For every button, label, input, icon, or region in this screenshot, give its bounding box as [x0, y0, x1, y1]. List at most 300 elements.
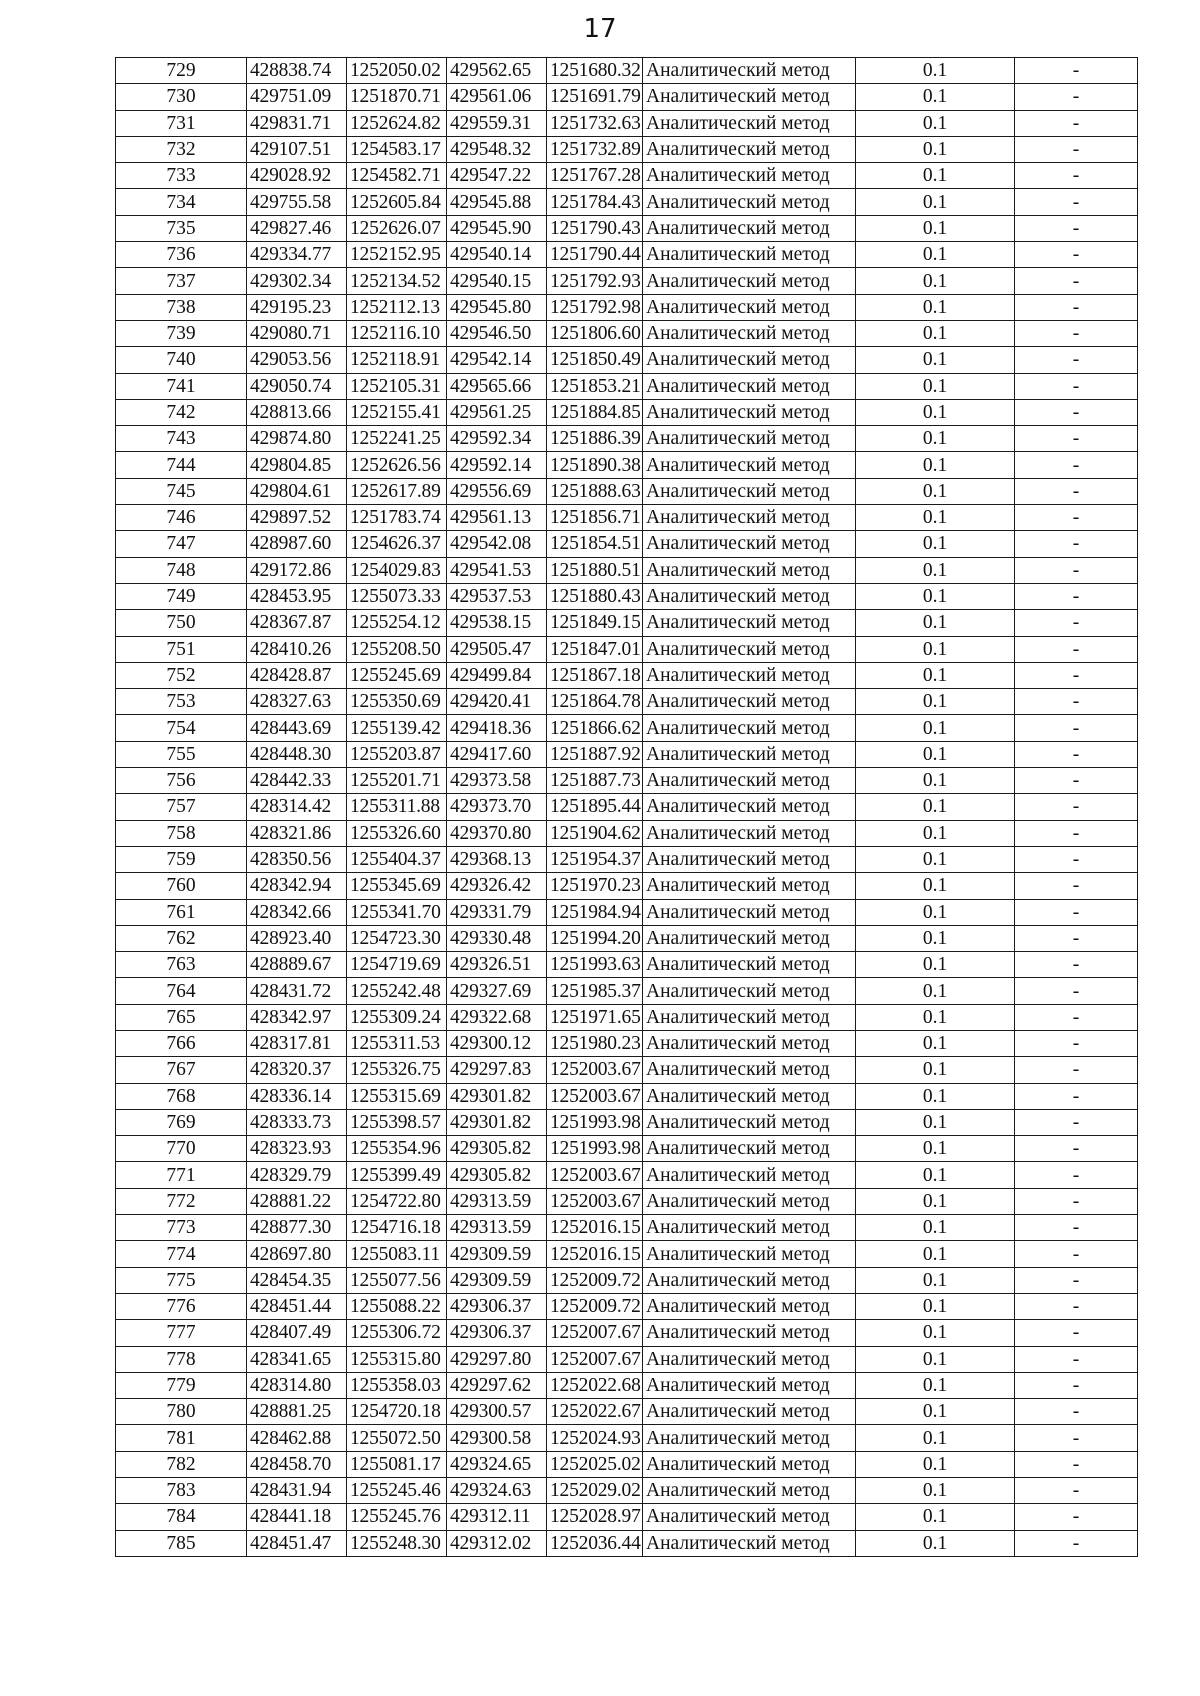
point-number-cell: 770: [116, 1136, 247, 1162]
y2-coordinate-cell: 1251849.15: [547, 610, 643, 636]
x2-coordinate-cell: 429537.53: [447, 583, 547, 609]
table-row: [116, 583, 1138, 609]
table-row: [116, 978, 1138, 1004]
x1-coordinate-cell: 429050.74: [247, 373, 347, 399]
point-number-cell: 738: [116, 294, 247, 320]
x1-coordinate-cell: 428889.67: [247, 952, 347, 978]
point-number-cell: 761: [116, 899, 247, 925]
x1-coordinate-cell: 428428.87: [247, 662, 347, 688]
x2-coordinate-cell: 429499.84: [447, 662, 547, 688]
x1-coordinate-cell: 428454.35: [247, 1267, 347, 1293]
table-row: [116, 110, 1138, 136]
y2-coordinate-cell: 1252016.15: [547, 1215, 643, 1241]
y1-coordinate-cell: 1255326.60: [347, 820, 447, 846]
x2-coordinate-cell: 429301.82: [447, 1083, 547, 1109]
y1-coordinate-cell: 1255311.53: [347, 1030, 447, 1056]
y1-coordinate-cell: 1254723.30: [347, 925, 447, 951]
point-number-cell: 729: [116, 58, 247, 84]
note-cell: -: [1015, 1057, 1138, 1083]
table-row: [116, 1504, 1138, 1530]
table-row: [116, 715, 1138, 741]
point-number-cell: 776: [116, 1293, 247, 1319]
method-cell: Аналитический метод: [643, 1267, 856, 1293]
accuracy-cell: 0.1: [856, 84, 1015, 110]
accuracy-cell: 0.1: [856, 1451, 1015, 1477]
y2-coordinate-cell: 1251993.63: [547, 952, 643, 978]
y1-coordinate-cell: 1255315.69: [347, 1083, 447, 1109]
x1-coordinate-cell: 428442.33: [247, 768, 347, 794]
note-cell: -: [1015, 163, 1138, 189]
table-row: [116, 531, 1138, 557]
x2-coordinate-cell: 429370.80: [447, 820, 547, 846]
y1-coordinate-cell: 1255306.72: [347, 1320, 447, 1346]
method-cell: Аналитический метод: [643, 1109, 856, 1135]
x1-coordinate-cell: 428448.30: [247, 741, 347, 767]
point-number-cell: 752: [116, 662, 247, 688]
accuracy-cell: 0.1: [856, 347, 1015, 373]
x2-coordinate-cell: 429313.59: [447, 1188, 547, 1214]
y2-coordinate-cell: 1252003.67: [547, 1057, 643, 1083]
accuracy-cell: 0.1: [856, 58, 1015, 84]
y1-coordinate-cell: 1252134.52: [347, 268, 447, 294]
accuracy-cell: 0.1: [856, 820, 1015, 846]
accuracy-cell: 0.1: [856, 1530, 1015, 1556]
point-number-cell: 773: [116, 1215, 247, 1241]
method-cell: Аналитический метод: [643, 215, 856, 241]
note-cell: -: [1015, 899, 1138, 925]
accuracy-cell: 0.1: [856, 1162, 1015, 1188]
method-cell: Аналитический метод: [643, 899, 856, 925]
point-number-cell: 748: [116, 557, 247, 583]
y2-coordinate-cell: 1251880.43: [547, 583, 643, 609]
x2-coordinate-cell: 429505.47: [447, 636, 547, 662]
y2-coordinate-cell: 1251994.20: [547, 925, 643, 951]
method-cell: Аналитический метод: [643, 505, 856, 531]
table-row: [116, 1267, 1138, 1293]
table-row: [116, 1030, 1138, 1056]
x2-coordinate-cell: 429556.69: [447, 478, 547, 504]
note-cell: -: [1015, 1004, 1138, 1030]
y1-coordinate-cell: 1252626.56: [347, 452, 447, 478]
y1-coordinate-cell: 1255326.75: [347, 1057, 447, 1083]
x1-coordinate-cell: 429302.34: [247, 268, 347, 294]
table-row: [116, 242, 1138, 268]
x1-coordinate-cell: 429080.71: [247, 320, 347, 346]
accuracy-cell: 0.1: [856, 478, 1015, 504]
table-row: [116, 1109, 1138, 1135]
accuracy-cell: 0.1: [856, 320, 1015, 346]
y1-coordinate-cell: 1255254.12: [347, 610, 447, 636]
accuracy-cell: 0.1: [856, 1030, 1015, 1056]
accuracy-cell: 0.1: [856, 1188, 1015, 1214]
method-cell: Аналитический метод: [643, 925, 856, 951]
x1-coordinate-cell: 428314.80: [247, 1372, 347, 1398]
accuracy-cell: 0.1: [856, 452, 1015, 478]
point-number-cell: 753: [116, 689, 247, 715]
point-number-cell: 734: [116, 189, 247, 215]
y2-coordinate-cell: 1251884.85: [547, 399, 643, 425]
x1-coordinate-cell: 429751.09: [247, 84, 347, 110]
method-cell: Аналитический метод: [643, 1530, 856, 1556]
point-number-cell: 736: [116, 242, 247, 268]
method-cell: Аналитический метод: [643, 610, 856, 636]
x2-coordinate-cell: 429312.02: [447, 1530, 547, 1556]
note-cell: -: [1015, 320, 1138, 346]
y2-coordinate-cell: 1251680.32: [547, 58, 643, 84]
note-cell: -: [1015, 1241, 1138, 1267]
x2-coordinate-cell: 429592.34: [447, 426, 547, 452]
y2-coordinate-cell: 1252007.67: [547, 1320, 643, 1346]
note-cell: -: [1015, 557, 1138, 583]
note-cell: -: [1015, 952, 1138, 978]
x1-coordinate-cell: 428329.79: [247, 1162, 347, 1188]
y2-coordinate-cell: 1251784.43: [547, 189, 643, 215]
method-cell: Аналитический метод: [643, 873, 856, 899]
y1-coordinate-cell: 1254626.37: [347, 531, 447, 557]
y2-coordinate-cell: 1252024.93: [547, 1425, 643, 1451]
point-number-cell: 743: [116, 426, 247, 452]
accuracy-cell: 0.1: [856, 1346, 1015, 1372]
method-cell: Аналитический метод: [643, 1451, 856, 1477]
method-cell: Аналитический метод: [643, 1162, 856, 1188]
y1-coordinate-cell: 1255201.71: [347, 768, 447, 794]
x2-coordinate-cell: 429297.83: [447, 1057, 547, 1083]
x2-coordinate-cell: 429541.53: [447, 557, 547, 583]
note-cell: -: [1015, 1530, 1138, 1556]
x1-coordinate-cell: 428327.63: [247, 689, 347, 715]
x1-coordinate-cell: 428838.74: [247, 58, 347, 84]
table-row: [116, 952, 1138, 978]
y1-coordinate-cell: 1255350.69: [347, 689, 447, 715]
note-cell: -: [1015, 794, 1138, 820]
table-row: [116, 1057, 1138, 1083]
table-row: [116, 294, 1138, 320]
y2-coordinate-cell: 1251867.18: [547, 662, 643, 688]
y1-coordinate-cell: 1252155.41: [347, 399, 447, 425]
table-row: [116, 478, 1138, 504]
x1-coordinate-cell: 428813.66: [247, 399, 347, 425]
note-cell: -: [1015, 58, 1138, 84]
table-row: [116, 215, 1138, 241]
table-row: [116, 820, 1138, 846]
point-number-cell: 772: [116, 1188, 247, 1214]
note-cell: -: [1015, 1136, 1138, 1162]
method-cell: Аналитический метод: [643, 1241, 856, 1267]
point-number-cell: 785: [116, 1530, 247, 1556]
accuracy-cell: 0.1: [856, 1293, 1015, 1319]
x2-coordinate-cell: 429545.90: [447, 215, 547, 241]
method-cell: Аналитический метод: [643, 242, 856, 268]
table-row: [116, 662, 1138, 688]
accuracy-cell: 0.1: [856, 1215, 1015, 1241]
point-number-cell: 766: [116, 1030, 247, 1056]
x1-coordinate-cell: 428342.66: [247, 899, 347, 925]
x1-coordinate-cell: 429028.92: [247, 163, 347, 189]
x1-coordinate-cell: 429874.80: [247, 426, 347, 452]
x2-coordinate-cell: 429305.82: [447, 1162, 547, 1188]
note-cell: -: [1015, 215, 1138, 241]
x1-coordinate-cell: 428314.42: [247, 794, 347, 820]
y1-coordinate-cell: 1255345.69: [347, 873, 447, 899]
y2-coordinate-cell: 1251887.73: [547, 768, 643, 794]
y1-coordinate-cell: 1252624.82: [347, 110, 447, 136]
point-number-cell: 764: [116, 978, 247, 1004]
method-cell: Аналитический метод: [643, 399, 856, 425]
x1-coordinate-cell: 428877.30: [247, 1215, 347, 1241]
coordinates-table: [115, 57, 1138, 1557]
x1-coordinate-cell: 428881.22: [247, 1188, 347, 1214]
x2-coordinate-cell: 429561.13: [447, 505, 547, 531]
note-cell: -: [1015, 478, 1138, 504]
y2-coordinate-cell: 1251985.37: [547, 978, 643, 1004]
method-cell: Аналитический метод: [643, 820, 856, 846]
method-cell: Аналитический метод: [643, 1293, 856, 1319]
method-cell: Аналитический метод: [643, 846, 856, 872]
note-cell: -: [1015, 1215, 1138, 1241]
method-cell: Аналитический метод: [643, 84, 856, 110]
y2-coordinate-cell: 1251864.78: [547, 689, 643, 715]
method-cell: Аналитический метод: [643, 320, 856, 346]
x2-coordinate-cell: 429368.13: [447, 846, 547, 872]
note-cell: -: [1015, 846, 1138, 872]
x1-coordinate-cell: 428367.87: [247, 610, 347, 636]
note-cell: -: [1015, 110, 1138, 136]
accuracy-cell: 0.1: [856, 531, 1015, 557]
x2-coordinate-cell: 429306.37: [447, 1320, 547, 1346]
y1-coordinate-cell: 1255245.69: [347, 662, 447, 688]
point-number-cell: 744: [116, 452, 247, 478]
x2-coordinate-cell: 429546.50: [447, 320, 547, 346]
accuracy-cell: 0.1: [856, 1057, 1015, 1083]
x1-coordinate-cell: 428453.95: [247, 583, 347, 609]
note-cell: -: [1015, 978, 1138, 1004]
method-cell: Аналитический метод: [643, 1346, 856, 1372]
table-row: [116, 1346, 1138, 1372]
x2-coordinate-cell: 429324.63: [447, 1478, 547, 1504]
accuracy-cell: 0.1: [856, 294, 1015, 320]
y2-coordinate-cell: 1252036.44: [547, 1530, 643, 1556]
accuracy-cell: 0.1: [856, 662, 1015, 688]
page-number: 17: [583, 14, 617, 44]
method-cell: Аналитический метод: [643, 1215, 856, 1241]
y2-coordinate-cell: 1251853.21: [547, 373, 643, 399]
note-cell: -: [1015, 505, 1138, 531]
point-number-cell: 741: [116, 373, 247, 399]
note-cell: -: [1015, 1188, 1138, 1214]
note-cell: -: [1015, 583, 1138, 609]
y2-coordinate-cell: 1251732.63: [547, 110, 643, 136]
note-cell: -: [1015, 242, 1138, 268]
point-number-cell: 775: [116, 1267, 247, 1293]
x2-coordinate-cell: 429548.32: [447, 136, 547, 162]
x2-coordinate-cell: 429538.15: [447, 610, 547, 636]
method-cell: Аналитический метод: [643, 452, 856, 478]
point-number-cell: 747: [116, 531, 247, 557]
y2-coordinate-cell: 1251954.37: [547, 846, 643, 872]
method-cell: Аналитический метод: [643, 1372, 856, 1398]
point-number-cell: 767: [116, 1057, 247, 1083]
accuracy-cell: 0.1: [856, 215, 1015, 241]
y1-coordinate-cell: 1255088.22: [347, 1293, 447, 1319]
x2-coordinate-cell: 429565.66: [447, 373, 547, 399]
note-cell: -: [1015, 84, 1138, 110]
method-cell: Аналитический метод: [643, 978, 856, 1004]
y1-coordinate-cell: 1255083.11: [347, 1241, 447, 1267]
method-cell: Аналитический метод: [643, 1004, 856, 1030]
y2-coordinate-cell: 1251904.62: [547, 820, 643, 846]
y2-coordinate-cell: 1251856.71: [547, 505, 643, 531]
x2-coordinate-cell: 429313.59: [447, 1215, 547, 1241]
x1-coordinate-cell: 429804.61: [247, 478, 347, 504]
method-cell: Аналитический метод: [643, 1030, 856, 1056]
x2-coordinate-cell: 429420.41: [447, 689, 547, 715]
x2-coordinate-cell: 429297.80: [447, 1346, 547, 1372]
table-row: [116, 794, 1138, 820]
point-number-cell: 783: [116, 1478, 247, 1504]
table-row: [116, 189, 1138, 215]
y1-coordinate-cell: 1255245.76: [347, 1504, 447, 1530]
x1-coordinate-cell: 429827.46: [247, 215, 347, 241]
point-number-cell: 768: [116, 1083, 247, 1109]
accuracy-cell: 0.1: [856, 1478, 1015, 1504]
note-cell: -: [1015, 531, 1138, 557]
method-cell: Аналитический метод: [643, 1425, 856, 1451]
method-cell: Аналитический метод: [643, 1136, 856, 1162]
method-cell: Аналитический метод: [643, 1188, 856, 1214]
x1-coordinate-cell: 429804.85: [247, 452, 347, 478]
y2-coordinate-cell: 1251970.23: [547, 873, 643, 899]
note-cell: -: [1015, 689, 1138, 715]
x1-coordinate-cell: 428407.49: [247, 1320, 347, 1346]
note-cell: -: [1015, 715, 1138, 741]
note-cell: -: [1015, 1478, 1138, 1504]
x2-coordinate-cell: 429561.06: [447, 84, 547, 110]
method-cell: Аналитический метод: [643, 294, 856, 320]
y2-coordinate-cell: 1251886.39: [547, 426, 643, 452]
y1-coordinate-cell: 1255404.37: [347, 846, 447, 872]
x2-coordinate-cell: 429542.08: [447, 531, 547, 557]
y2-coordinate-cell: 1251984.94: [547, 899, 643, 925]
point-number-cell: 778: [116, 1346, 247, 1372]
note-cell: -: [1015, 610, 1138, 636]
note-cell: -: [1015, 1346, 1138, 1372]
y2-coordinate-cell: 1251790.43: [547, 215, 643, 241]
point-number-cell: 756: [116, 768, 247, 794]
note-cell: -: [1015, 1293, 1138, 1319]
accuracy-cell: 0.1: [856, 136, 1015, 162]
point-number-cell: 758: [116, 820, 247, 846]
y1-coordinate-cell: 1252118.91: [347, 347, 447, 373]
y1-coordinate-cell: 1255398.57: [347, 1109, 447, 1135]
x2-coordinate-cell: 429559.31: [447, 110, 547, 136]
table-row: [116, 1188, 1138, 1214]
y1-coordinate-cell: 1255073.33: [347, 583, 447, 609]
point-number-cell: 759: [116, 846, 247, 872]
y2-coordinate-cell: 1251850.49: [547, 347, 643, 373]
point-number-cell: 742: [116, 399, 247, 425]
x2-coordinate-cell: 429561.25: [447, 399, 547, 425]
x2-coordinate-cell: 429300.12: [447, 1030, 547, 1056]
accuracy-cell: 0.1: [856, 557, 1015, 583]
x1-coordinate-cell: 428458.70: [247, 1451, 347, 1477]
method-cell: Аналитический метод: [643, 662, 856, 688]
accuracy-cell: 0.1: [856, 1083, 1015, 1109]
table-row: [116, 505, 1138, 531]
x1-coordinate-cell: 429334.77: [247, 242, 347, 268]
x1-coordinate-cell: 428987.60: [247, 531, 347, 557]
y2-coordinate-cell: 1251847.01: [547, 636, 643, 662]
x1-coordinate-cell: 428320.37: [247, 1057, 347, 1083]
y2-coordinate-cell: 1251890.38: [547, 452, 643, 478]
y1-coordinate-cell: 1255341.70: [347, 899, 447, 925]
y2-coordinate-cell: 1252028.97: [547, 1504, 643, 1530]
y2-coordinate-cell: 1251993.98: [547, 1109, 643, 1135]
x1-coordinate-cell: 428441.18: [247, 1504, 347, 1530]
accuracy-cell: 0.1: [856, 1109, 1015, 1135]
accuracy-cell: 0.1: [856, 610, 1015, 636]
x1-coordinate-cell: 428317.81: [247, 1030, 347, 1056]
y1-coordinate-cell: 1255354.96: [347, 1136, 447, 1162]
table-row: [116, 58, 1138, 84]
y1-coordinate-cell: 1255311.88: [347, 794, 447, 820]
method-cell: Аналитический метод: [643, 268, 856, 294]
point-number-cell: 754: [116, 715, 247, 741]
y2-coordinate-cell: 1251792.93: [547, 268, 643, 294]
table-row: [116, 1293, 1138, 1319]
note-cell: -: [1015, 873, 1138, 899]
point-number-cell: 774: [116, 1241, 247, 1267]
y2-coordinate-cell: 1252009.72: [547, 1293, 643, 1319]
y1-coordinate-cell: 1252241.25: [347, 426, 447, 452]
y1-coordinate-cell: 1252050.02: [347, 58, 447, 84]
table-row: [116, 399, 1138, 425]
point-number-cell: 751: [116, 636, 247, 662]
y2-coordinate-cell: 1252016.15: [547, 1241, 643, 1267]
method-cell: Аналитический метод: [643, 1399, 856, 1425]
y2-coordinate-cell: 1251732.89: [547, 136, 643, 162]
note-cell: -: [1015, 268, 1138, 294]
x1-coordinate-cell: 429195.23: [247, 294, 347, 320]
point-number-cell: 771: [116, 1162, 247, 1188]
y1-coordinate-cell: 1255248.30: [347, 1530, 447, 1556]
point-number-cell: 782: [116, 1451, 247, 1477]
x2-coordinate-cell: 429592.14: [447, 452, 547, 478]
table-row: [116, 136, 1138, 162]
x1-coordinate-cell: 428923.40: [247, 925, 347, 951]
point-number-cell: 745: [116, 478, 247, 504]
y1-coordinate-cell: 1255242.48: [347, 978, 447, 1004]
y2-coordinate-cell: 1251691.79: [547, 84, 643, 110]
method-cell: Аналитический метод: [643, 715, 856, 741]
x1-coordinate-cell: 428443.69: [247, 715, 347, 741]
x2-coordinate-cell: 429301.82: [447, 1109, 547, 1135]
point-number-cell: 740: [116, 347, 247, 373]
table-row: [116, 768, 1138, 794]
table-row: [116, 1425, 1138, 1451]
note-cell: -: [1015, 1399, 1138, 1425]
y1-coordinate-cell: 1255139.42: [347, 715, 447, 741]
y1-coordinate-cell: 1252112.13: [347, 294, 447, 320]
method-cell: Аналитический метод: [643, 110, 856, 136]
point-number-cell: 777: [116, 1320, 247, 1346]
x2-coordinate-cell: 429373.58: [447, 768, 547, 794]
table-row: [116, 899, 1138, 925]
point-number-cell: 746: [116, 505, 247, 531]
note-cell: -: [1015, 294, 1138, 320]
table-row: [116, 925, 1138, 951]
y1-coordinate-cell: 1252116.10: [347, 320, 447, 346]
y2-coordinate-cell: 1252003.67: [547, 1083, 643, 1109]
